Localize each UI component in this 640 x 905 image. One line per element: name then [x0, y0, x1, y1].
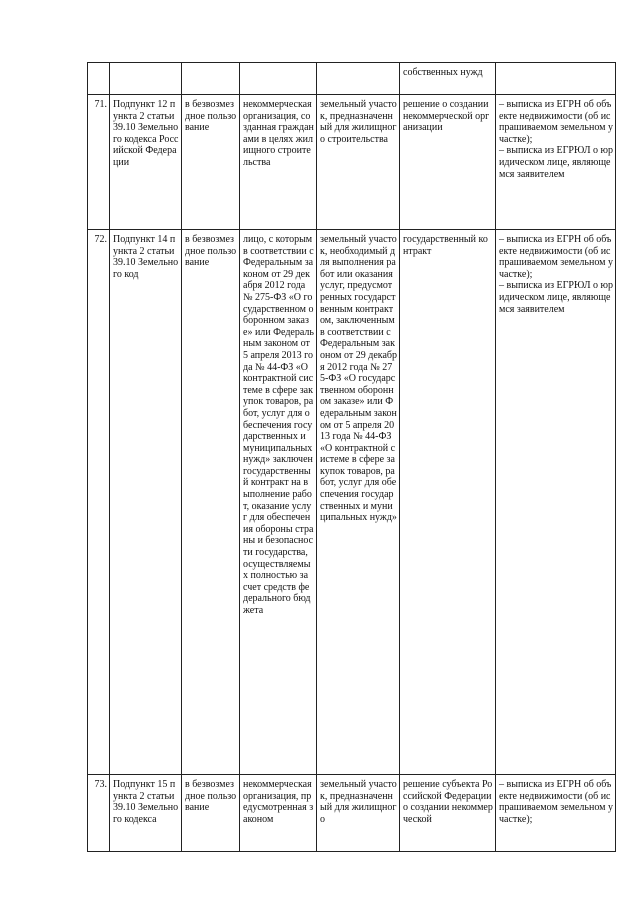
- cell-land-plot: земельный участок, предназначенный для жилищного: [317, 775, 400, 852]
- egrn-extract-text: – выписка из ЕГРН об объекте недвижимости (об испрашиваемом земельном участке);: [499, 779, 613, 825]
- row-number: 72.: [88, 230, 110, 775]
- egrn-extract-text: – выписка из ЕГРН об объекте недвижимости (об испрашиваемом земельном участке);: [499, 99, 613, 145]
- cell-land-plot: [317, 63, 400, 95]
- cell-legal-basis: Подпункт 12 пункта 2 статьи 39.10 Земельного кодекса Российской Федерации: [110, 95, 182, 230]
- cell-requested-docs: [496, 775, 616, 852]
- table-row: [88, 230, 616, 775]
- cell-document: решение субъекта Российской Федерации о создании некоммерческой: [400, 775, 496, 852]
- egrul-extract-text: – выписка из ЕГРЮЛ о юридическом лице, являющемся заявителем: [499, 145, 614, 180]
- row-number: 71.: [88, 95, 110, 230]
- cell-land-plot: земельный участок, предназначенный для жилищного строительства: [317, 95, 400, 230]
- table-row: [88, 775, 616, 852]
- cell-right-type: [182, 63, 240, 95]
- cell-legal-basis: Подпункт 15 пункта 2 статьи 39.10 Земельного кодекса: [110, 775, 182, 852]
- egrn-extract-text: – выписка из ЕГРН об объекте недвижимости (об испрашиваемом земельном участке);: [499, 234, 613, 280]
- cell-applicant: некоммерческая организация, предусмотренная законом: [240, 775, 317, 852]
- cell-right-type: в безвозмездное пользование: [182, 95, 240, 230]
- egrul-extract-text: – выписка из ЕГРЮЛ о юридическом лице, являющемся заявителем: [499, 280, 614, 315]
- cell-document: решение о создании некоммерческой организации: [400, 95, 496, 230]
- cell-land-plot: земельный участок, необходимый для выполнения работ или оказания услуг, предусмотренных государственным контрактом, заключенным в соответствии с Федеральным законом от 29 декабря 2012 года № 275-ФЗ «О государственном оборонном заказе» или Федеральным законом от 5 апреля 2013 года № 44-ФЗ «О контрактной системе в сфере закупок товаров, работ, услуг для обеспечения государственных и муниципальных нужд»: [317, 230, 400, 775]
- cell-document: собственных нужд: [400, 63, 496, 95]
- table-row: [88, 63, 616, 95]
- cell-requested-docs: [496, 95, 616, 230]
- cell-legal-basis: Подпункт 14 пункта 2 статьи 39.10 Земельного код: [110, 230, 182, 775]
- row-number: 73.: [88, 775, 110, 852]
- cell-right-type: в безвозмездное пользование: [182, 775, 240, 852]
- cell-legal-basis: [110, 63, 182, 95]
- cell-applicant: [240, 63, 317, 95]
- cell-applicant: некоммерческая организация, созданная гражданами в целях жилищного строительства: [240, 95, 317, 230]
- cell-requested-docs: [496, 63, 616, 95]
- row-number: [88, 63, 110, 95]
- cell-right-type: в безвозмездное пользование: [182, 230, 240, 775]
- table-row: [88, 95, 616, 230]
- cell-document: государственный контракт: [400, 230, 496, 775]
- cell-requested-docs: [496, 230, 616, 775]
- regulation-table: [87, 62, 616, 852]
- cell-applicant: лицо, с которым в соответствии с Федеральным законом от 29 декабря 2012 года № 275-ФЗ «О государственном оборонном заказе» или Федеральным законом от 5 апреля 2013 года № 44-ФЗ «О контрактной системе в сфере закупок товаров, работ, услуг для обеспечения государственных и муниципальных нужд» заключен государственный контракт на выполнение работ, оказание услуг для обеспечения обороны страны и безопасности государства, осуществляемых полностью за счет средств федерального бюджета: [240, 230, 317, 775]
